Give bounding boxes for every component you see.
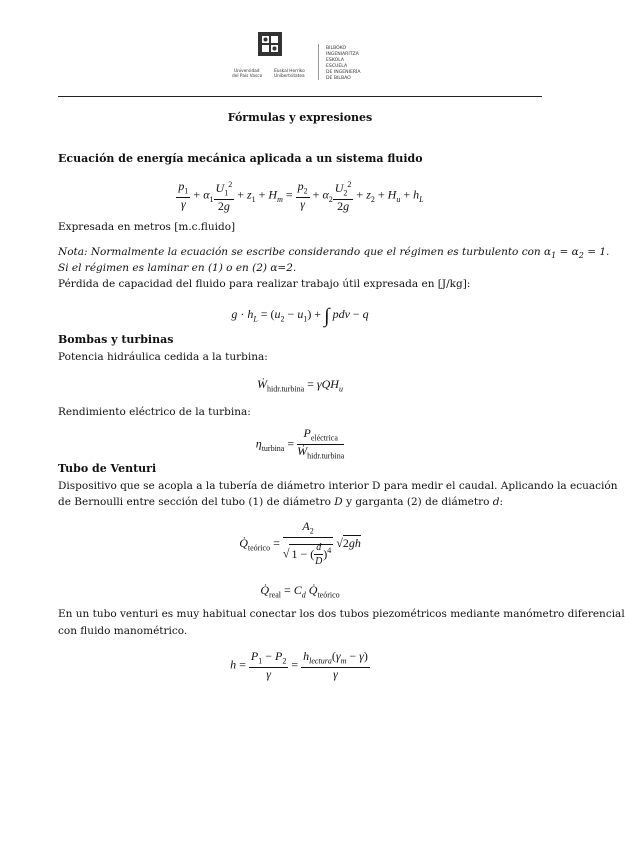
school-line: ESCUELA (326, 64, 348, 69)
units-note: Expresada en metros [m.c.fluido] (58, 221, 236, 233)
venturi-theoretical-equation: $Q̇_{teórico}$ = $A_2$ √ 1 − ( $\frac{d}{D}$ )$^4$ √2gh (239, 519, 361, 568)
ehu-emblem-icon (228, 30, 314, 70)
school-line: INGENIARITZA (326, 52, 359, 57)
univ-name-eu-2: Unibertsitatea (274, 74, 305, 79)
school-line: ESKOLA (326, 58, 345, 63)
section-heading-energy: Ecuación de energía mecánica aplicada a un sistema fluido (58, 152, 423, 165)
perdida-text: Pérdida de capacidad del fluido para realizar trabajo útil expresada en [J/kg]: (58, 278, 471, 290)
power-equation: Ẇ$_{hidr.turbina}$ = γQH$_u$ (257, 377, 343, 394)
energy-equation: $\frac{p_1}{\gamma}$ + $\alpha_1$ $\frac{U_1^2}{2g}$ + $z_1 + H_m$ = $\frac{p_2}{\gamma}$ + $\alpha_2$ $\frac{U_2^2}{2g}$ + $z_2 + H_u + h_L$ (178, 179, 424, 214)
univ-name-es-1: Universidad (234, 69, 260, 74)
loss-equation: $g \cdot h_L = (u_2 - u_1)$ + ∫ pdv − q (231, 305, 369, 327)
potencia-text: Potencia hidráulica cedida a la turbina: (58, 351, 268, 363)
univ-name-eu-1: Euskal Herriko (274, 69, 305, 74)
section-heading-venturi: Tubo de Venturi (58, 462, 157, 475)
school-line: DE BILBAO (326, 76, 351, 81)
nota-line-2: Si el régimen es laminar en (1) o en (2) α=2. (58, 262, 297, 274)
venturi-desc-1: Dispositivo que se acopla a la tubería de diámetro interior D para medir el caudal. Aplicando la ecuación (58, 480, 618, 492)
venturi-closing-2: con fluido manométrico. (58, 625, 188, 637)
venturi-closing-1: En un tubo venturi es muy habitual conectar los dos tubos piezométricos mediante manómetro diferencial (58, 608, 625, 620)
section-heading-pumps: Bombas y turbinas (58, 333, 174, 346)
venturi-real-equation: $Q̇_{real} = C_d$ $Q̇_{teórico}$ (260, 583, 340, 600)
page-title: Fórmulas y expresiones (227, 111, 373, 124)
school-logo-text (326, 46, 361, 82)
univ-name-es-2: del País Vasco (232, 74, 263, 79)
university-logo (228, 30, 314, 82)
header-rule (58, 96, 542, 97)
school-line: BILBOKO (326, 46, 347, 51)
manometer-equation: h = $\frac{P_1 - P_2}{\gamma}$ = $\frac{h_{lectura}(\gamma_m - \gamma)}{\gamma}$ (230, 649, 368, 682)
rendimiento-text: Rendimiento eléctrico de la turbina: (58, 406, 251, 418)
logo-divider (318, 44, 319, 80)
nota-line-1: Nota: Normalmente la ecuación se escribe considerando que el régimen es turbulento con $\alpha_1 = \alpha_2 = 1$. (58, 246, 610, 261)
efficiency-equation: $\eta_{turbina}$ = $\frac{P_{eléctrica}}{Ẇ_{hidr.turbina}}$ (255, 426, 345, 461)
venturi-desc-2: de Bernoulli entre sección del tubo (1) de diámetro D y garganta (2) de diámetro d: (58, 496, 504, 508)
school-line: DE INGENIERÍA (326, 70, 361, 75)
